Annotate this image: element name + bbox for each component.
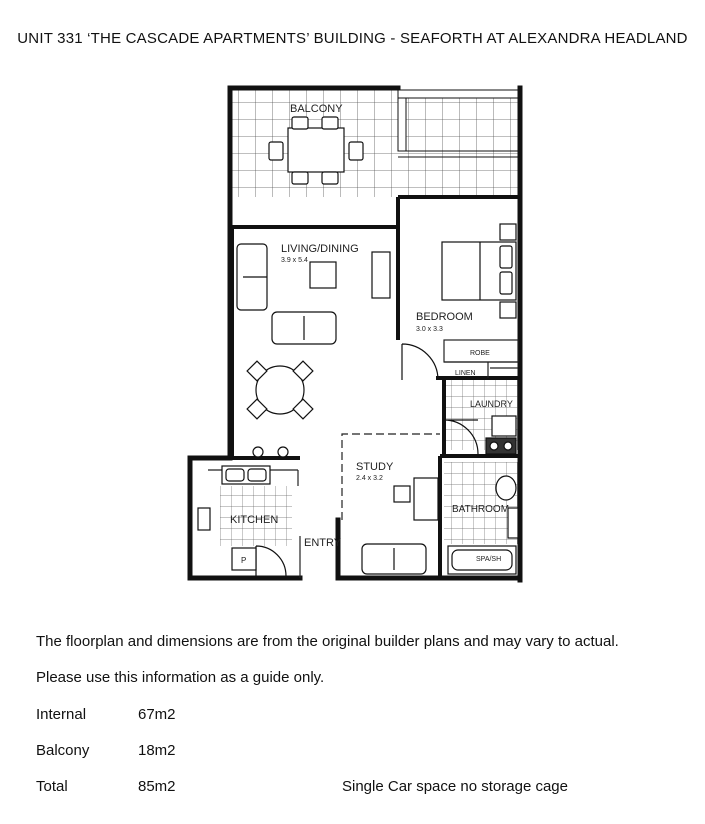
label-spa: SPA/SH bbox=[476, 556, 502, 563]
label-pantry: P bbox=[241, 556, 247, 565]
area-value-internal: 67m2 bbox=[138, 706, 176, 723]
area-label-internal: Internal bbox=[36, 706, 87, 723]
label-living: LIVING/DINING bbox=[281, 243, 359, 255]
parking-note: Single Car space no storage cage bbox=[342, 778, 568, 795]
label-robe: ROBE bbox=[470, 350, 490, 357]
label-bedroom: BEDROOM bbox=[416, 311, 473, 323]
disclaimer-line-2: Please use this information as a guide only. bbox=[36, 669, 325, 686]
page-title: UNIT 331 ‘THE CASCADE APARTMENTS’ BUILDING - SEAFORTH AT ALEXANDRA HEADLAND bbox=[17, 30, 688, 47]
label-study: STUDY bbox=[356, 461, 394, 473]
label-laundry: LAUNDRY bbox=[470, 399, 513, 409]
dims-study: 2.4 x 3.2 bbox=[356, 475, 383, 482]
area-value-balcony: 18m2 bbox=[138, 742, 176, 759]
area-label-balcony: Balcony bbox=[36, 742, 90, 759]
label-linen: LINEN bbox=[455, 370, 476, 377]
bathroom-floor bbox=[444, 462, 518, 544]
label-bathroom: BATHROOM bbox=[452, 504, 510, 515]
dims-living: 3.9 x 5.4 bbox=[281, 257, 308, 264]
bedroom-furniture bbox=[442, 224, 516, 318]
disclaimer-line-1: The floorplan and dimensions are from the original builder plans and may vary to actual. bbox=[36, 633, 619, 650]
dims-bedroom: 3.0 x 3.3 bbox=[416, 326, 443, 333]
label-entry: ENTRY bbox=[304, 537, 342, 549]
study-furniture bbox=[362, 478, 438, 574]
label-kitchen: KITCHEN bbox=[230, 514, 279, 526]
area-value-total: 85m2 bbox=[138, 778, 176, 795]
area-label-total: Total bbox=[36, 778, 68, 795]
label-balcony: BALCONY bbox=[290, 103, 343, 115]
living-furniture bbox=[237, 244, 390, 419]
